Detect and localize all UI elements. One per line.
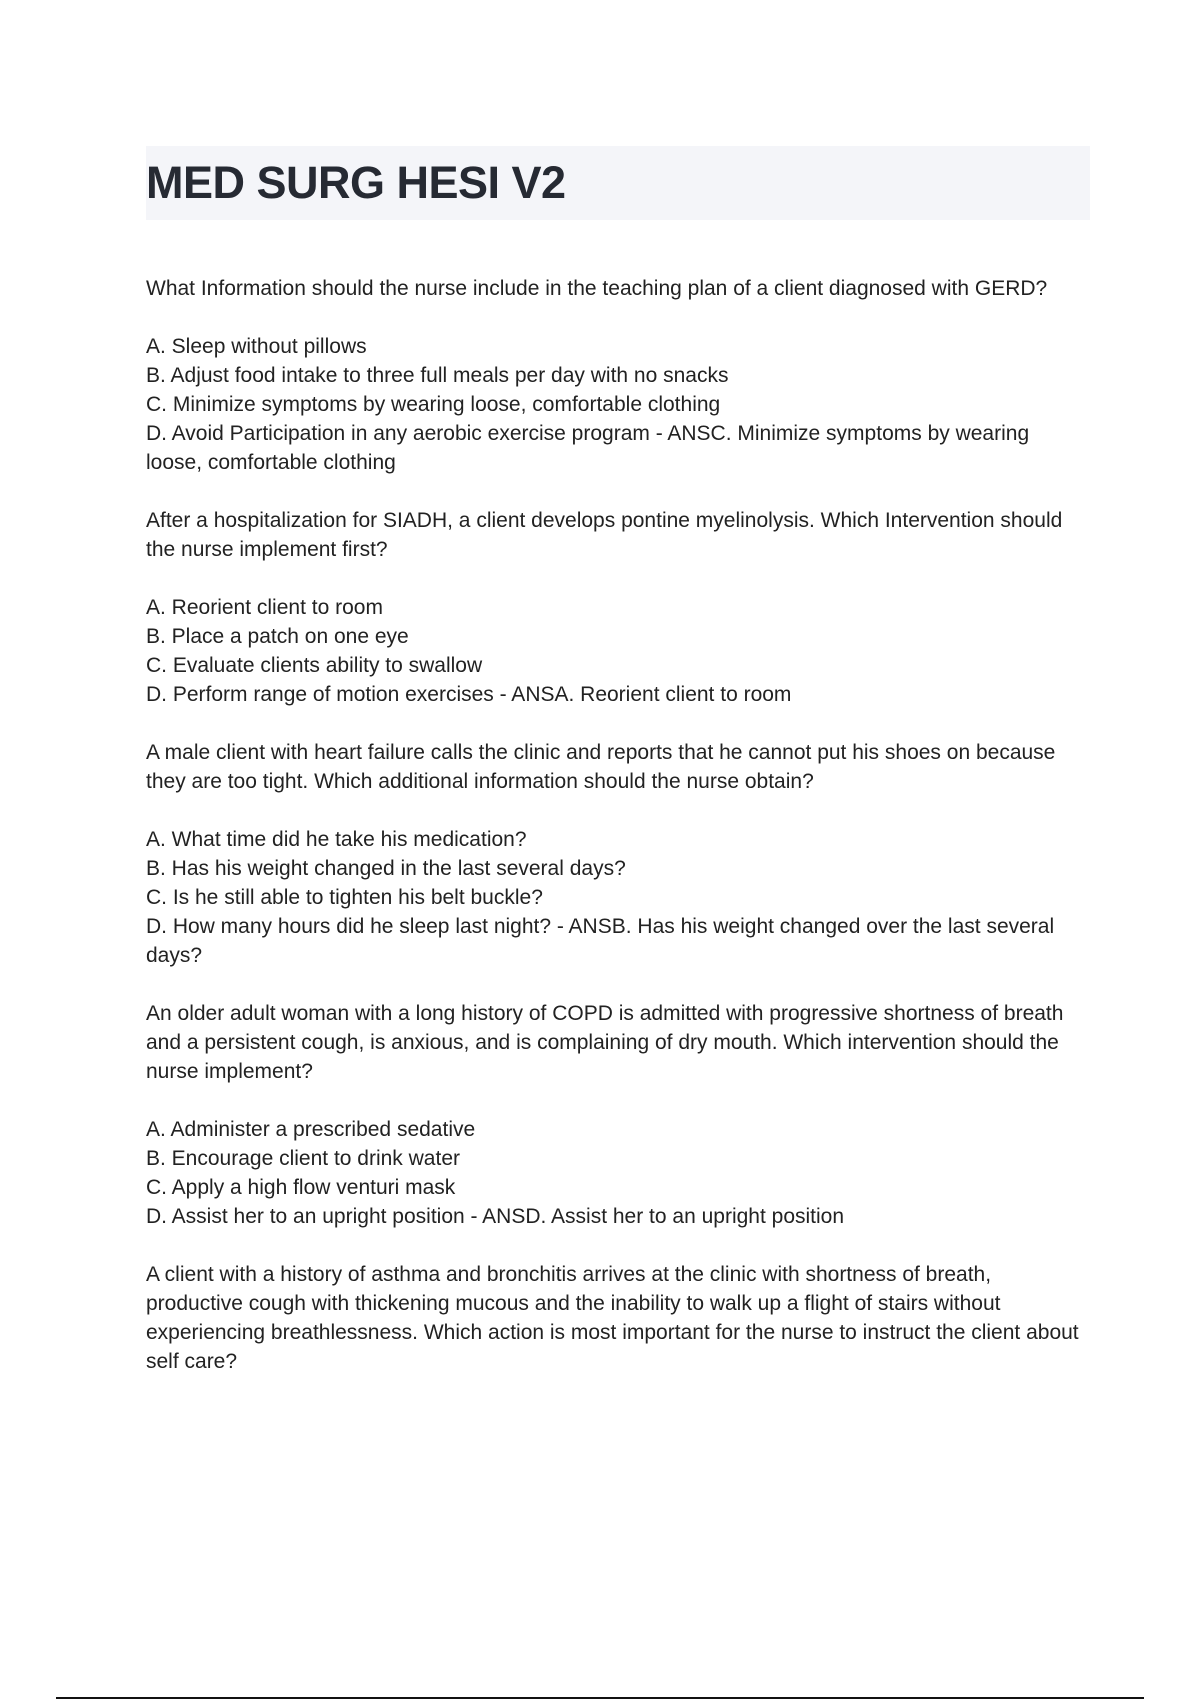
option-b: B. Has his weight changed in the last several days? <box>146 857 626 880</box>
question-text: What Information should the nurse include in the teaching plan of a client diagnosed with GERD? <box>146 277 1048 300</box>
option-d-with-answer: D. How many hours did he sleep last night? - ANSB. Has his weight changed over the last several days? <box>146 915 1055 967</box>
option-d-with-answer: D. Perform range of motion exercises - ANSA. Reorient client to room <box>146 683 792 706</box>
option-a: A. Administer a prescribed sedative <box>146 1118 476 1141</box>
option-b: B. Adjust food intake to three full meals per day with no snacks <box>146 364 729 387</box>
option-a: A. Reorient client to room <box>146 596 383 619</box>
question-block <box>146 738 1090 970</box>
footer-divider <box>56 1697 1144 1699</box>
option-d-with-answer: D. Avoid Participation in any aerobic exercise program - ANSC. Minimize symptoms by wearing loose, comfortable clothing <box>146 422 1030 474</box>
option-list <box>146 332 1090 477</box>
option-list <box>146 825 1090 970</box>
question-text: A client with a history of asthma and bronchitis arrives at the clinic with shortness of breath, productive cough with thickening mucous and the inability to walk up a flight of stairs without experiencing breathlessness. Which action is most important for the nurse to instruct the client about self care? <box>146 1263 1079 1373</box>
question-list <box>146 274 1090 1376</box>
option-c: C. Evaluate clients ability to swallow <box>146 654 483 677</box>
document-page <box>146 146 1090 1405</box>
document-title: MED SURG HESI V2 <box>146 157 566 208</box>
question-block <box>146 274 1090 477</box>
question-block <box>146 1260 1090 1376</box>
option-list <box>146 593 1090 709</box>
question-text: After a hospitalization for SIADH, a client develops pontine myelinolysis. Which Intervention should the nurse implement first? <box>146 509 1063 561</box>
option-a: A. What time did he take his medication? <box>146 828 527 851</box>
option-b: B. Encourage client to drink water <box>146 1147 460 1170</box>
option-c: C. Minimize symptoms by wearing loose, comfortable clothing <box>146 393 721 416</box>
question-text: An older adult woman with a long history of COPD is admitted with progressive shortness of breath and a persistent cough, is anxious, and is complaining of dry mouth. Which intervention should the nurse implement? <box>146 1002 1064 1083</box>
question-block <box>146 999 1090 1231</box>
question-block <box>146 506 1090 709</box>
option-d-with-answer: D. Assist her to an upright position - ANSD. Assist her to an upright position <box>146 1205 845 1228</box>
option-a: A. Sleep without pillows <box>146 335 367 358</box>
option-b: B. Place a patch on one eye <box>146 625 409 648</box>
title-band <box>146 146 1090 220</box>
question-text: A male client with heart failure calls the clinic and reports that he cannot put his shoes on because they are too tight. Which additional information should the nurse obtain? <box>146 741 1056 793</box>
option-c: C. Is he still able to tighten his belt buckle? <box>146 886 543 909</box>
option-list <box>146 1115 1090 1231</box>
option-c: C. Apply a high flow venturi mask <box>146 1176 456 1199</box>
